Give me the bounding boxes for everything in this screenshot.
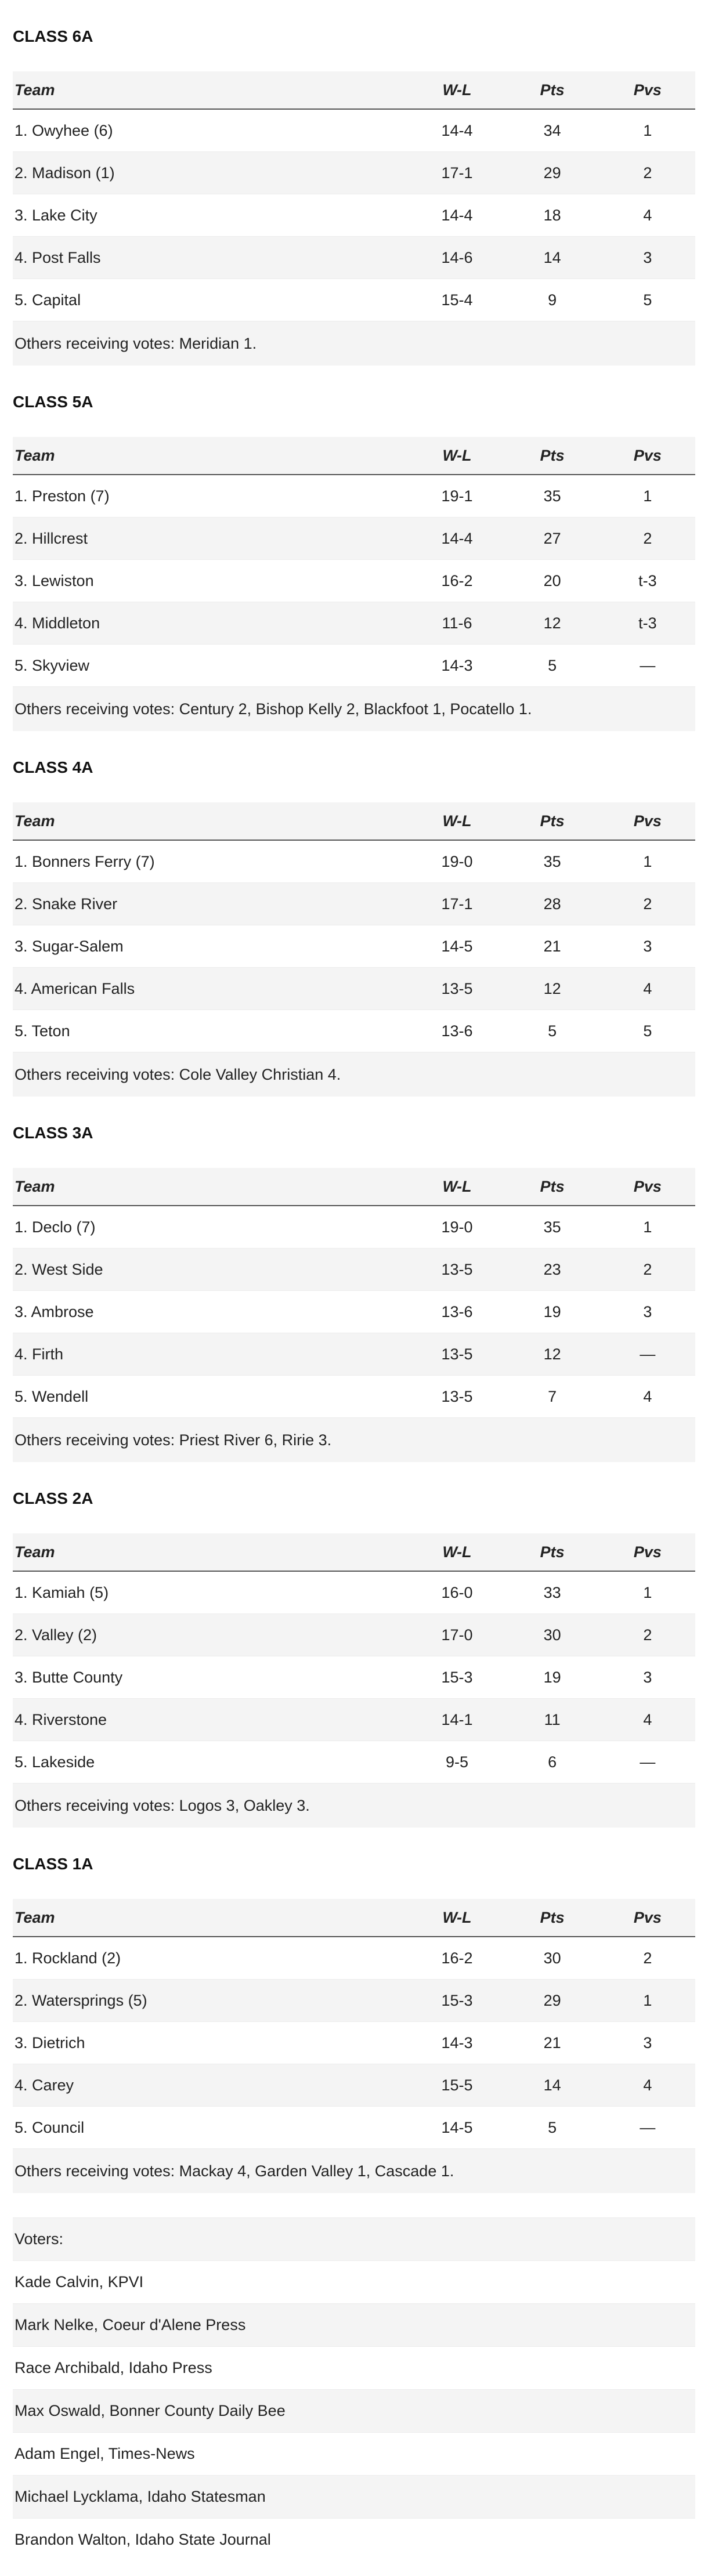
cell-wl: 19-0 xyxy=(409,1206,504,1249)
cell-wl: 19-1 xyxy=(409,475,504,518)
cell-pts: 29 xyxy=(505,1980,600,2022)
header-pvs: Pvs xyxy=(600,802,695,840)
cell-team: 5. Skyview xyxy=(13,645,409,687)
cell-pts: 33 xyxy=(505,1571,600,1614)
cell-wl: 13-6 xyxy=(409,1291,504,1333)
others-receiving-votes: Others receiving votes: Priest River 6, Ririe 3. xyxy=(13,1417,695,1462)
cell-pvs: 4 xyxy=(600,2064,695,2107)
cell-wl: 14-6 xyxy=(409,237,504,279)
cell-wl: 14-3 xyxy=(409,645,504,687)
cell-team: 4. Middleton xyxy=(13,602,409,645)
table-row xyxy=(13,1249,695,1291)
cell-team: 2. Watersprings (5) xyxy=(13,1980,409,2022)
cell-team: 1. Declo (7) xyxy=(13,1206,409,1249)
cell-team: 1. Owyhee (6) xyxy=(13,109,409,152)
cell-wl: 13-6 xyxy=(409,1010,504,1052)
cell-pts: 7 xyxy=(505,1376,600,1418)
cell-pts: 35 xyxy=(505,840,600,883)
cell-pvs: 3 xyxy=(600,237,695,279)
others-receiving-votes: Others receiving votes: Logos 3, Oakley 3. xyxy=(13,1783,695,1828)
table-row xyxy=(13,1291,695,1333)
cell-pvs: 3 xyxy=(600,1656,695,1699)
rankings-table xyxy=(13,802,695,1052)
others-receiving-votes: Others receiving votes: Mackay 4, Garden Valley 1, Cascade 1. xyxy=(13,2148,695,2193)
table-header xyxy=(13,1533,695,1571)
cell-team: 4. Post Falls xyxy=(13,237,409,279)
table-row xyxy=(13,152,695,194)
cell-pts: 34 xyxy=(505,109,600,152)
cell-pts: 14 xyxy=(505,2064,600,2107)
cell-wl: 16-2 xyxy=(409,560,504,602)
cell-pvs: 1 xyxy=(600,475,695,518)
others-receiving-votes: Others receiving votes: Meridian 1. xyxy=(13,321,695,366)
cell-pvs: 3 xyxy=(600,925,695,968)
cell-team: 5. Wendell xyxy=(13,1376,409,1418)
cell-team: 2. Snake River xyxy=(13,883,409,925)
header-row xyxy=(13,1899,695,1937)
cell-team: 3. Ambrose xyxy=(13,1291,409,1333)
cell-pts: 23 xyxy=(505,1249,600,1291)
header-pvs: Pvs xyxy=(600,437,695,475)
cell-wl: 17-1 xyxy=(409,883,504,925)
table-row xyxy=(13,968,695,1010)
header-wl: W-L xyxy=(409,1168,504,1206)
cell-pvs: 1 xyxy=(600,109,695,152)
voters-section xyxy=(13,2193,695,2561)
cell-team: 5. Council xyxy=(13,2107,409,2149)
cell-pvs: 2 xyxy=(600,1249,695,1291)
cell-pts: 11 xyxy=(505,1699,600,1741)
table-row xyxy=(13,1333,695,1376)
cell-wl: 13-5 xyxy=(409,1249,504,1291)
cell-team: 3. Sugar-Salem xyxy=(13,925,409,968)
cell-pts: 35 xyxy=(505,1206,600,1249)
table-row xyxy=(13,2064,695,2107)
rankings-table xyxy=(13,1899,695,2148)
cell-pts: 19 xyxy=(505,1656,600,1699)
cell-wl: 14-5 xyxy=(409,925,504,968)
class-title: CLASS 4A xyxy=(13,758,93,776)
cell-wl: 17-0 xyxy=(409,1614,504,1656)
cell-pvs: 3 xyxy=(600,2022,695,2064)
table-body xyxy=(13,1206,695,1417)
header-wl: W-L xyxy=(409,1899,504,1937)
table-header xyxy=(13,71,695,109)
cell-team: 4. American Falls xyxy=(13,968,409,1010)
table-row xyxy=(13,1937,695,1980)
cell-pvs: — xyxy=(600,2107,695,2149)
voter-item: Mark Nelke, Coeur d'Alene Press xyxy=(13,2303,695,2346)
table-row xyxy=(13,1376,695,1418)
cell-wl: 14-4 xyxy=(409,518,504,560)
cell-pts: 5 xyxy=(505,645,600,687)
cell-wl: 13-5 xyxy=(409,968,504,1010)
cell-team: 3. Lewiston xyxy=(13,560,409,602)
table-header xyxy=(13,1899,695,1937)
cell-pts: 12 xyxy=(505,1333,600,1376)
cell-team: 4. Carey xyxy=(13,2064,409,2107)
others-receiving-votes: Others receiving votes: Cole Valley Christian 4. xyxy=(13,1052,695,1097)
cell-pts: 6 xyxy=(505,1741,600,1783)
class-title: CLASS 6A xyxy=(13,27,93,45)
table-body xyxy=(13,109,695,321)
table-row xyxy=(13,560,695,602)
header-pvs: Pvs xyxy=(600,1533,695,1571)
cell-wl: 16-2 xyxy=(409,1937,504,1980)
header-pts: Pts xyxy=(505,71,600,109)
cell-pts: 28 xyxy=(505,883,600,925)
cell-pts: 30 xyxy=(505,1614,600,1656)
table-row xyxy=(13,602,695,645)
table-row xyxy=(13,1980,695,2022)
rankings-table xyxy=(13,71,695,321)
header-pvs: Pvs xyxy=(600,1168,695,1206)
cell-team: 1. Preston (7) xyxy=(13,475,409,518)
header-row xyxy=(13,71,695,109)
header-wl: W-L xyxy=(409,437,504,475)
header-pts: Pts xyxy=(505,437,600,475)
cell-wl: 17-1 xyxy=(409,152,504,194)
class-title: CLASS 3A xyxy=(13,1124,93,1142)
cell-pvs: 1 xyxy=(600,1206,695,1249)
rankings-table xyxy=(13,1168,695,1417)
voter-item: Kade Calvin, KPVI xyxy=(13,2260,695,2303)
cell-wl: 14-5 xyxy=(409,2107,504,2149)
others-receiving-votes: Others receiving votes: Century 2, Bishop Kelly 2, Blackfoot 1, Pocatello 1. xyxy=(13,686,695,731)
table-header xyxy=(13,1168,695,1206)
cell-pvs: t-3 xyxy=(600,560,695,602)
cell-team: 3. Butte County xyxy=(13,1656,409,1699)
cell-pvs: 1 xyxy=(600,840,695,883)
table-row xyxy=(13,1571,695,1614)
table-row xyxy=(13,1656,695,1699)
header-row xyxy=(13,802,695,840)
table-row xyxy=(13,194,695,237)
cell-pvs: 5 xyxy=(600,279,695,321)
header-team: Team xyxy=(13,437,409,475)
cell-pvs: — xyxy=(600,1333,695,1376)
cell-pts: 21 xyxy=(505,2022,600,2064)
cell-pvs: — xyxy=(600,1741,695,1783)
header-team: Team xyxy=(13,71,409,109)
cell-pvs: 4 xyxy=(600,968,695,1010)
cell-pts: 21 xyxy=(505,925,600,968)
class-section xyxy=(13,1828,695,2193)
cell-pts: 12 xyxy=(505,602,600,645)
table-row xyxy=(13,2107,695,2149)
cell-pvs: 2 xyxy=(600,518,695,560)
cell-pts: 29 xyxy=(505,152,600,194)
header-pts: Pts xyxy=(505,1899,600,1937)
cell-team: 2. West Side xyxy=(13,1249,409,1291)
cell-pvs: 1 xyxy=(600,1571,695,1614)
voters-label: Voters: xyxy=(13,2217,695,2260)
cell-wl: 16-0 xyxy=(409,1571,504,1614)
header-team: Team xyxy=(13,802,409,840)
header-row xyxy=(13,437,695,475)
table-row xyxy=(13,925,695,968)
cell-pvs: 4 xyxy=(600,1376,695,1418)
cell-wl: 15-3 xyxy=(409,1656,504,1699)
cell-pvs: 4 xyxy=(600,1699,695,1741)
cell-pvs: 2 xyxy=(600,883,695,925)
cell-team: 3. Dietrich xyxy=(13,2022,409,2064)
header-pts: Pts xyxy=(505,802,600,840)
cell-pts: 19 xyxy=(505,1291,600,1333)
cell-team: 2. Madison (1) xyxy=(13,152,409,194)
cell-pts: 14 xyxy=(505,237,600,279)
cell-wl: 15-5 xyxy=(409,2064,504,2107)
cell-pts: 30 xyxy=(505,1937,600,1980)
table-row xyxy=(13,1206,695,1249)
cell-wl: 11-6 xyxy=(409,602,504,645)
cell-pts: 20 xyxy=(505,560,600,602)
header-pts: Pts xyxy=(505,1168,600,1206)
table-row xyxy=(13,840,695,883)
cell-team: 5. Teton xyxy=(13,1010,409,1052)
cell-pvs: 2 xyxy=(600,1614,695,1656)
table-header xyxy=(13,802,695,840)
cell-team: 2. Hillcrest xyxy=(13,518,409,560)
voter-item: Max Oswald, Bonner County Daily Bee xyxy=(13,2389,695,2432)
table-row xyxy=(13,475,695,518)
cell-pvs: t-3 xyxy=(600,602,695,645)
section-spacer xyxy=(13,2193,695,2217)
cell-team: 1. Bonners Ferry (7) xyxy=(13,840,409,883)
cell-pvs: 2 xyxy=(600,1937,695,1980)
header-row xyxy=(13,1533,695,1571)
table-header xyxy=(13,437,695,475)
cell-team: 4. Riverstone xyxy=(13,1699,409,1741)
class-section xyxy=(13,1097,695,1462)
header-pvs: Pvs xyxy=(600,1899,695,1937)
voter-item: Brandon Walton, Idaho State Journal xyxy=(13,2518,695,2561)
cell-pts: 12 xyxy=(505,968,600,1010)
cell-pvs: — xyxy=(600,645,695,687)
table-row xyxy=(13,883,695,925)
table-row xyxy=(13,2022,695,2064)
table-row xyxy=(13,109,695,152)
class-section xyxy=(13,0,695,366)
cell-wl: 19-0 xyxy=(409,840,504,883)
header-team: Team xyxy=(13,1533,409,1571)
cell-pts: 35 xyxy=(505,475,600,518)
table-row xyxy=(13,1741,695,1783)
rankings-table xyxy=(13,1533,695,1783)
cell-wl: 9-5 xyxy=(409,1741,504,1783)
header-pvs: Pvs xyxy=(600,71,695,109)
cell-pts: 9 xyxy=(505,279,600,321)
cell-team: 1. Rockland (2) xyxy=(13,1937,409,1980)
table-row xyxy=(13,279,695,321)
header-team: Team xyxy=(13,1168,409,1206)
header-row xyxy=(13,1168,695,1206)
header-wl: W-L xyxy=(409,1533,504,1571)
cell-wl: 14-4 xyxy=(409,194,504,237)
voter-item: Michael Lycklama, Idaho Statesman xyxy=(13,2475,695,2518)
cell-team: 3. Lake City xyxy=(13,194,409,237)
cell-pvs: 3 xyxy=(600,1291,695,1333)
cell-pts: 5 xyxy=(505,2107,600,2149)
cell-pts: 18 xyxy=(505,194,600,237)
cell-team: 1. Kamiah (5) xyxy=(13,1571,409,1614)
rankings-table xyxy=(13,437,695,686)
cell-wl: 15-4 xyxy=(409,279,504,321)
cell-wl: 14-4 xyxy=(409,109,504,152)
table-body xyxy=(13,1571,695,1783)
voter-item: Race Archibald, Idaho Press xyxy=(13,2346,695,2389)
table-row xyxy=(13,1010,695,1052)
cell-pvs: 2 xyxy=(600,152,695,194)
cell-pts: 27 xyxy=(505,518,600,560)
table-body xyxy=(13,475,695,686)
class-section xyxy=(13,366,695,731)
table-body xyxy=(13,1937,695,2148)
cell-team: 4. Firth xyxy=(13,1333,409,1376)
cell-pvs: 4 xyxy=(600,194,695,237)
class-section xyxy=(13,731,695,1097)
class-title: CLASS 2A xyxy=(13,1489,93,1507)
class-title: CLASS 5A xyxy=(13,393,93,411)
cell-wl: 13-5 xyxy=(409,1333,504,1376)
cell-wl: 13-5 xyxy=(409,1376,504,1418)
cell-team: 5. Lakeside xyxy=(13,1741,409,1783)
cell-team: 5. Capital xyxy=(13,279,409,321)
table-body xyxy=(13,840,695,1052)
voter-item: Adam Engel, Times-News xyxy=(13,2432,695,2475)
cell-team: 2. Valley (2) xyxy=(13,1614,409,1656)
cell-pvs: 5 xyxy=(600,1010,695,1052)
header-pts: Pts xyxy=(505,1533,600,1571)
table-row xyxy=(13,518,695,560)
table-row xyxy=(13,1699,695,1741)
class-section xyxy=(13,1462,695,1828)
table-row xyxy=(13,237,695,279)
cell-pts: 5 xyxy=(505,1010,600,1052)
cell-pvs: 1 xyxy=(600,1980,695,2022)
table-row xyxy=(13,645,695,687)
cell-wl: 14-3 xyxy=(409,2022,504,2064)
cell-wl: 14-1 xyxy=(409,1699,504,1741)
class-title: CLASS 1A xyxy=(13,1855,93,1873)
table-row xyxy=(13,1614,695,1656)
header-wl: W-L xyxy=(409,71,504,109)
cell-wl: 15-3 xyxy=(409,1980,504,2022)
header-team: Team xyxy=(13,1899,409,1937)
header-wl: W-L xyxy=(409,802,504,840)
